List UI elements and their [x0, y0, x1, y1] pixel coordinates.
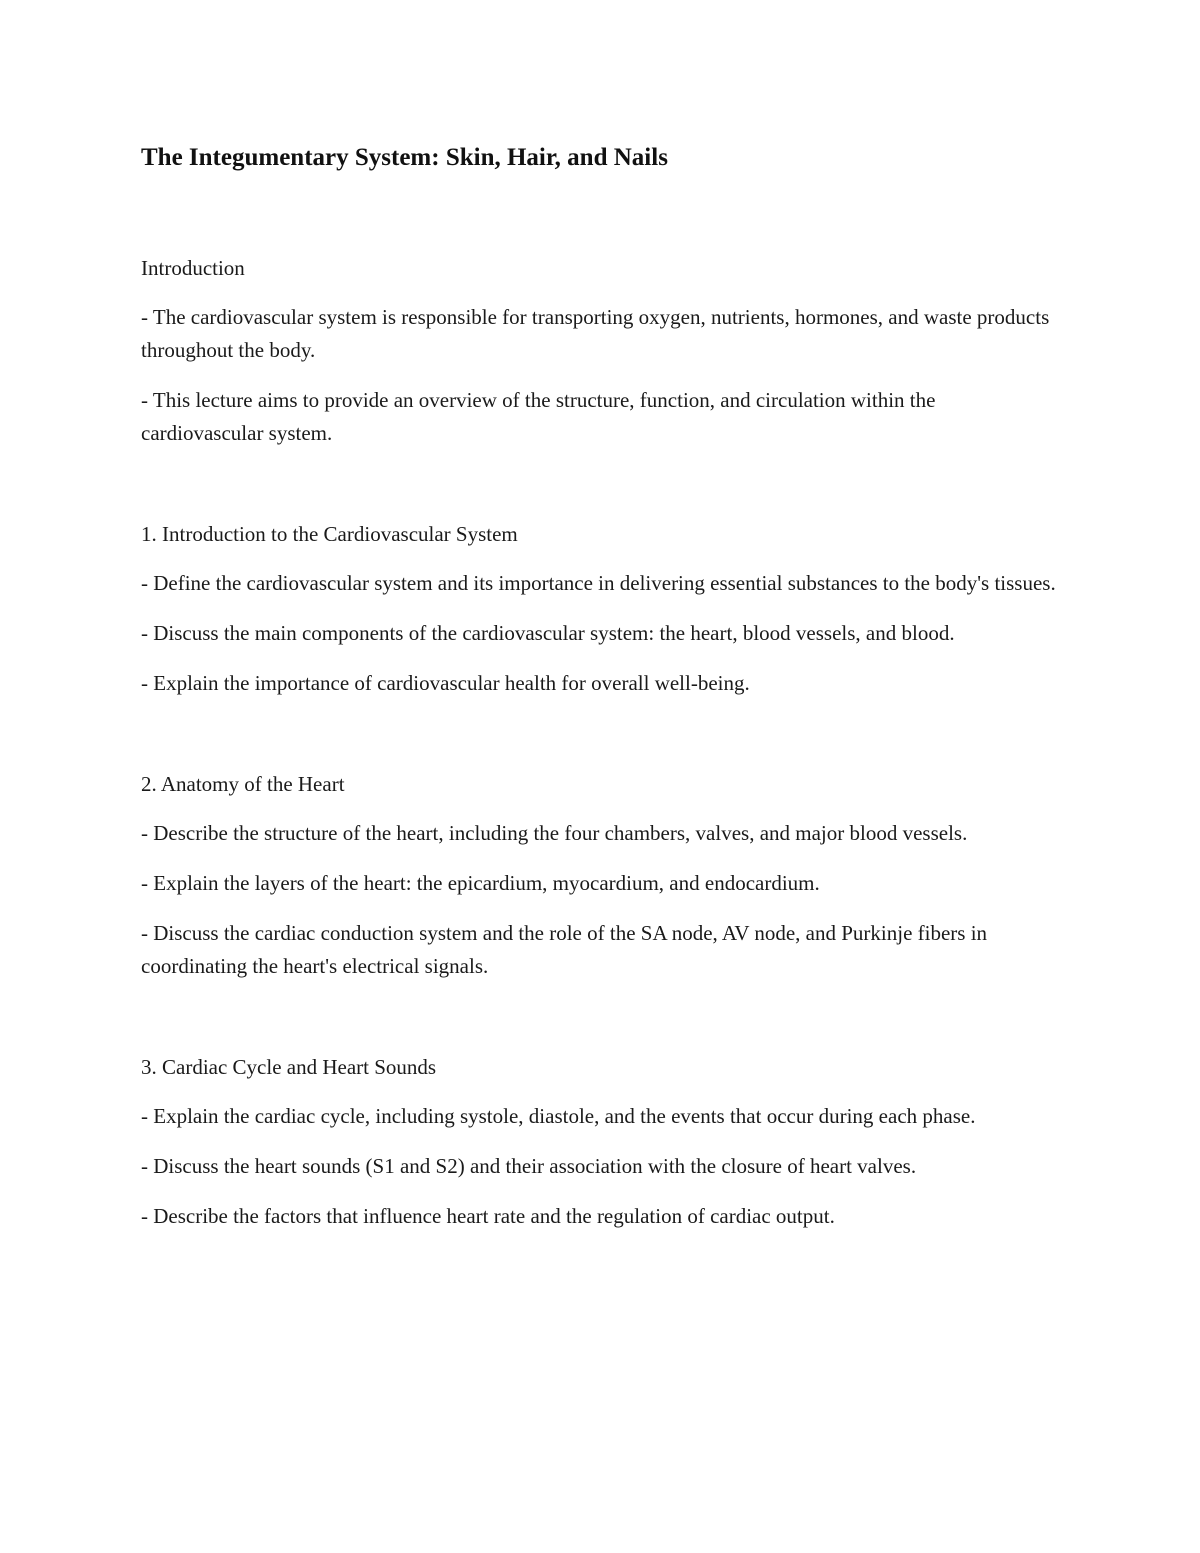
- section-heading: 2. Anatomy of the Heart: [141, 772, 345, 796]
- introduction-block: [141, 252, 1061, 450]
- section-bullet: - Discuss the heart sounds (S1 and S2) and their association with the closure of heart valves.: [141, 1154, 917, 1178]
- section-bullet: - Describe the structure of the heart, including the four chambers, valves, and major blood vessels.: [141, 821, 968, 845]
- introduction-heading: Introduction: [141, 256, 245, 280]
- section-bullet: - Discuss the cardiac conduction system and the role of the SA node, AV node, and Purkinje fibers in coordinating the heart's electrical signals.: [141, 921, 988, 978]
- document-title: The Integumentary System: Skin, Hair, and Nails: [141, 144, 668, 171]
- section-2: [141, 768, 1061, 983]
- section-bullet: - Discuss the main components of the cardiovascular system: the heart, blood vessels, and blood.: [141, 621, 955, 645]
- introduction-bullet: - This lecture aims to provide an overview of the structure, function, and circulation within the cardiovascular system.: [141, 388, 936, 445]
- section-bullet: - Explain the layers of the heart: the epicardium, myocardium, and endocardium.: [141, 871, 820, 895]
- section-heading: 1. Introduction to the Cardiovascular System: [141, 522, 518, 546]
- section-bullet: - Describe the factors that influence heart rate and the regulation of cardiac output.: [141, 1204, 835, 1228]
- document-page: [141, 140, 1061, 1233]
- section-bullet: - Define the cardiovascular system and its importance in delivering essential substances to the body's tissues.: [141, 571, 1056, 595]
- section-heading: 3. Cardiac Cycle and Heart Sounds: [141, 1055, 437, 1079]
- section-bullet: - Explain the cardiac cycle, including systole, diastole, and the events that occur during each phase.: [141, 1104, 976, 1128]
- section-3: [141, 1051, 1061, 1233]
- section-1: [141, 518, 1061, 700]
- introduction-bullet: - The cardiovascular system is responsible for transporting oxygen, nutrients, hormones, and waste products throughout the body.: [141, 305, 1050, 362]
- section-bullet: - Explain the importance of cardiovascular health for overall well-being.: [141, 671, 750, 695]
